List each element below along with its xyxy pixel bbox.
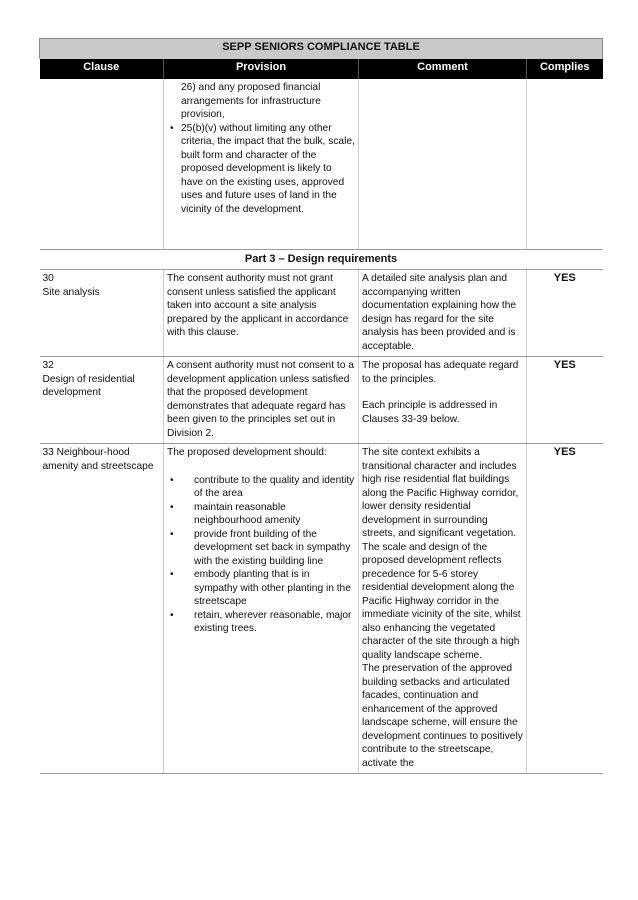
table-row: [40, 444, 603, 774]
header-complies: Complies: [527, 59, 603, 79]
comment-cell: [359, 444, 527, 774]
table-title: SEPP SENIORS COMPLIANCE TABLE: [40, 39, 603, 60]
provision-list: [167, 474, 355, 636]
list-item: • contribute to the quality and identity of the area: [167, 474, 355, 501]
table-row: [40, 79, 603, 249]
comment-paragraph: The proposal has adequate regard to the principles.: [362, 360, 519, 385]
provision-cell: The consent authority must not grant consent unless satisfied the applicant taken into account a site analysis prepared by the applicant in accordance with this clause.: [164, 270, 359, 357]
comment-cell: [359, 357, 527, 444]
section-heading: Part 3 – Design requirements: [40, 249, 603, 270]
list-item: 26) and any proposed financial arrangements for infrastructure provision,: [181, 82, 321, 120]
clause-number: 32: [42, 360, 54, 371]
list-item: • maintain reasonable neighbourhood amenity: [167, 501, 355, 528]
table-header-row: [40, 59, 603, 79]
provision-intro: The proposed development should:: [167, 447, 327, 458]
complies-cell: YES: [527, 357, 603, 444]
comment-paragraph: The site context exhibits a transitional character and includes high rise residential flat buildings along the Pacific Highway corridor, lower density residential development in surrounding streets, and significant vegetation.: [362, 447, 519, 539]
header-provision: Provision: [164, 59, 359, 79]
clause-cell: [40, 270, 164, 357]
table-row: [40, 357, 603, 444]
complies-cell: YES: [527, 444, 603, 774]
clause-cell: [40, 79, 164, 249]
clause-name: Design of residential development: [42, 373, 135, 398]
list-item: • 25(b)(v) without limiting any other criteria, the impact that the bulk, scale, built form and character of the proposed development is likely to have on the existing uses, approved uses and future uses of land in the vicinity of the development.: [167, 122, 355, 217]
clause-name: Site analysis: [42, 286, 100, 298]
clause-number: 30: [42, 273, 54, 284]
provision-cell: A consent authority must not consent to a development application unless satisfied that the proposed development demonstrates that adequate regard has been given to the principles set out in Division 2.: [164, 357, 359, 444]
provision-cell: [164, 79, 359, 249]
complies-cell: YES: [527, 270, 603, 357]
table-row: [40, 270, 603, 357]
complies-cell: [527, 79, 603, 249]
comment-paragraph: The scale and design of the proposed development reflects precedence for 5-6 storey residential development along the Pacific Highway corridor in the immediate vicinity of the site, whilst also enhancing the vegetated character of the site through a high quality landscape scheme.: [362, 541, 521, 661]
list-item: • provide front building of the development set back in sympathy with the existing building line: [167, 528, 355, 569]
clause-cell: [40, 357, 164, 444]
clause-cell: 33 Neighbour-hood amenity and streetscape: [40, 444, 164, 774]
table-title-row: [40, 39, 603, 60]
comment-cell: A detailed site analysis plan and accompanying written documentation explaining how the design has regard for the site analysis has been provided and is acceptable.: [359, 270, 527, 357]
header-comment: Comment: [359, 59, 527, 79]
list-item: • retain, wherever reasonable, major existing trees.: [167, 609, 355, 636]
compliance-document: [39, 38, 602, 774]
list-item: • embody planting that is in sympathy with other planting in the streetscape: [167, 568, 355, 609]
header-clause: Clause: [40, 59, 164, 79]
comment-paragraph: The preservation of the approved building setbacks and articulated facades, continuation and enhancement of the approved landscape scheme, will ensure the development continues to positively contribute to the streetscape, activate the: [362, 663, 523, 769]
comment-cell: [359, 79, 527, 249]
comment-paragraph: Each principle is addressed in Clauses 33-39 below.: [362, 400, 498, 425]
provision-list: [167, 81, 355, 216]
sepp-seniors-compliance-table: [39, 38, 603, 774]
provision-cell: [164, 444, 359, 774]
section-heading-row: [40, 249, 603, 270]
